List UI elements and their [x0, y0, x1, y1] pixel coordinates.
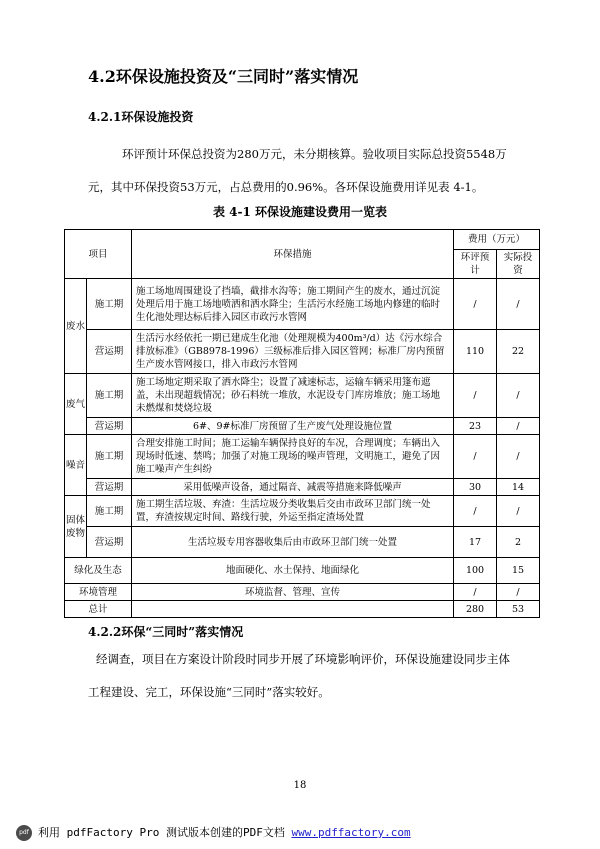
phase-cell: 施工期: [87, 374, 132, 418]
estimated-cell: /: [454, 584, 497, 601]
actual-cell: /: [497, 374, 540, 418]
pdf-logo-icon: pdf: [16, 825, 32, 841]
estimated-cell: 100: [454, 558, 497, 584]
phase-cell: 施工期: [87, 279, 132, 330]
total-label-cell: 总计: [65, 601, 132, 618]
subsection-heading-investment: 4.2.1环保设施投资: [88, 110, 194, 124]
table-row: [65, 479, 540, 496]
actual-cell: 22: [497, 330, 540, 374]
table-row: [65, 374, 540, 418]
actual-cell: 2: [497, 527, 540, 558]
category-cell: 废气: [65, 374, 87, 435]
actual-cell: /: [497, 418, 540, 435]
item-cell: 绿化及生态: [65, 558, 132, 584]
actual-cell: 15: [497, 558, 540, 584]
actual-cell: /: [497, 435, 540, 479]
table-caption: 表 4-1 环保设施建设费用一览表: [212, 205, 388, 219]
actual-cell: /: [497, 584, 540, 601]
table-row: [65, 435, 540, 479]
actual-cell: /: [497, 496, 540, 527]
measure-cell: [132, 601, 454, 618]
three-simultaneous-paragraph: [88, 643, 518, 709]
phase-cell: 营运期: [87, 418, 132, 435]
environmental-cost-table: [64, 229, 540, 618]
actual-cell: 14: [497, 479, 540, 496]
estimated-cell: /: [454, 374, 497, 418]
table-row: [65, 279, 540, 330]
investment-paragraph-text: 环评预计环保总投资为280万元，未分期核算。验收项目实际总投资5548万元，其中环保投资53万元，占总费用的0.96%。各环保设施费用详见表 4-1。: [88, 147, 507, 194]
table-header-row: [65, 230, 540, 250]
table-row: [65, 584, 540, 601]
measure-cell: 环境监督、管理、宣传: [132, 584, 454, 601]
measure-cell: 地面硬化、水土保持、地面绿化: [132, 558, 454, 584]
footer-text: 利用 pdfFactory Pro 测试版本创建的PDF文档: [38, 826, 285, 839]
estimated-cell: 30: [454, 479, 497, 496]
estimated-cell: /: [454, 435, 497, 479]
phase-cell: 施工期: [87, 496, 132, 527]
phase-cell: 营运期: [87, 330, 132, 374]
estimated-cell: 17: [454, 527, 497, 558]
actual-cell: /: [497, 279, 540, 330]
estimated-cell: /: [454, 279, 497, 330]
category-cell: 固体废物: [65, 496, 87, 558]
estimated-total-cell: 280: [454, 601, 497, 618]
three-simultaneous-paragraph-text: 经调查，项目在方案设计阶段时同步开展了环境影响评价，环保设施建设同步主体工程建设、完工，环保设施“三同时”落实较好。: [88, 652, 510, 699]
phase-cell: 施工期: [87, 435, 132, 479]
header-actual: 实际投资: [497, 250, 540, 279]
actual-total-cell: 53: [497, 601, 540, 618]
estimated-cell: 110: [454, 330, 497, 374]
category-cell: 噪音: [65, 435, 87, 496]
table-row: [65, 527, 540, 558]
measure-cell: 合理安排施工时间；施工运输车辆保持良好的车况，合理调度；车辆出入现场时低速、禁鸣；加强了对施工现场的噪声管理，文明施工，避免了因施工噪声产生纠纷: [132, 435, 454, 479]
measure-cell: 施工期生活垃圾、弃渣：生活垃圾分类收集后交由市政环卫部门统一处置，弃渣按规定时间、路线行驶，外运至指定渣场处置: [132, 496, 454, 527]
table-row: [65, 496, 540, 527]
measure-cell: 6#、9#标准厂房预留了生产废气处理设施位置: [132, 418, 454, 435]
subsection-heading-three-simultaneous: 4.2.2环保“三同时”落实情况: [88, 625, 244, 639]
estimated-cell: /: [454, 496, 497, 527]
header-measure: 环保措施: [132, 230, 454, 279]
pdf-footer: [16, 824, 411, 841]
measure-cell: 生活污水经依托一期已建成生化池（处理规模为400m³/d）达《污水综合排放标准》（GB8978-1996）三级标准后排入园区管网；标准厂房内预留生产废水管网接口，排入市政污水管网: [132, 330, 454, 374]
header-estimated: 环评预计: [454, 250, 497, 279]
phase-cell: 营运期: [87, 479, 132, 496]
table-row: [65, 558, 540, 584]
estimated-cell: 23: [454, 418, 497, 435]
page-number: 18: [293, 780, 307, 791]
category-cell: 废水: [65, 279, 87, 374]
header-cost: 费用（万元）: [454, 230, 540, 250]
measure-cell: 生活垃圾专用容器收集后由市政环卫部门统一处置: [132, 527, 454, 558]
table-row: [65, 330, 540, 374]
table-row: [65, 418, 540, 435]
table-row: [65, 601, 540, 618]
header-item: 项目: [65, 230, 132, 279]
measure-cell: 采用低噪声设备，通过隔音、减震等措施来降低噪声: [132, 479, 454, 496]
section-heading: 4.2环保设施投资及“三同时”落实情况: [88, 67, 359, 86]
measure-cell: 施工场地周围建设了挡墙，截排水沟等；施工期间产生的废水，通过沉淀处理后用于施工场地喷洒和洒水降尘；生活污水经施工场地内修建的临时生化池处理达标后排入园区市政污水管网: [132, 279, 454, 330]
measure-cell: 施工场地定期采取了洒水降尘；设置了减速标志，运输车辆采用篷布遮盖，未出现超载情况；砂石料统一堆放，水泥设专门库房堆放；施工场地未燃煤和焚烧垃圾: [132, 374, 454, 418]
investment-paragraph: [88, 138, 518, 204]
footer-link[interactable]: www.pdffactory.com: [291, 826, 411, 839]
item-cell: 环境管理: [65, 584, 132, 601]
phase-cell: 营运期: [87, 527, 132, 558]
